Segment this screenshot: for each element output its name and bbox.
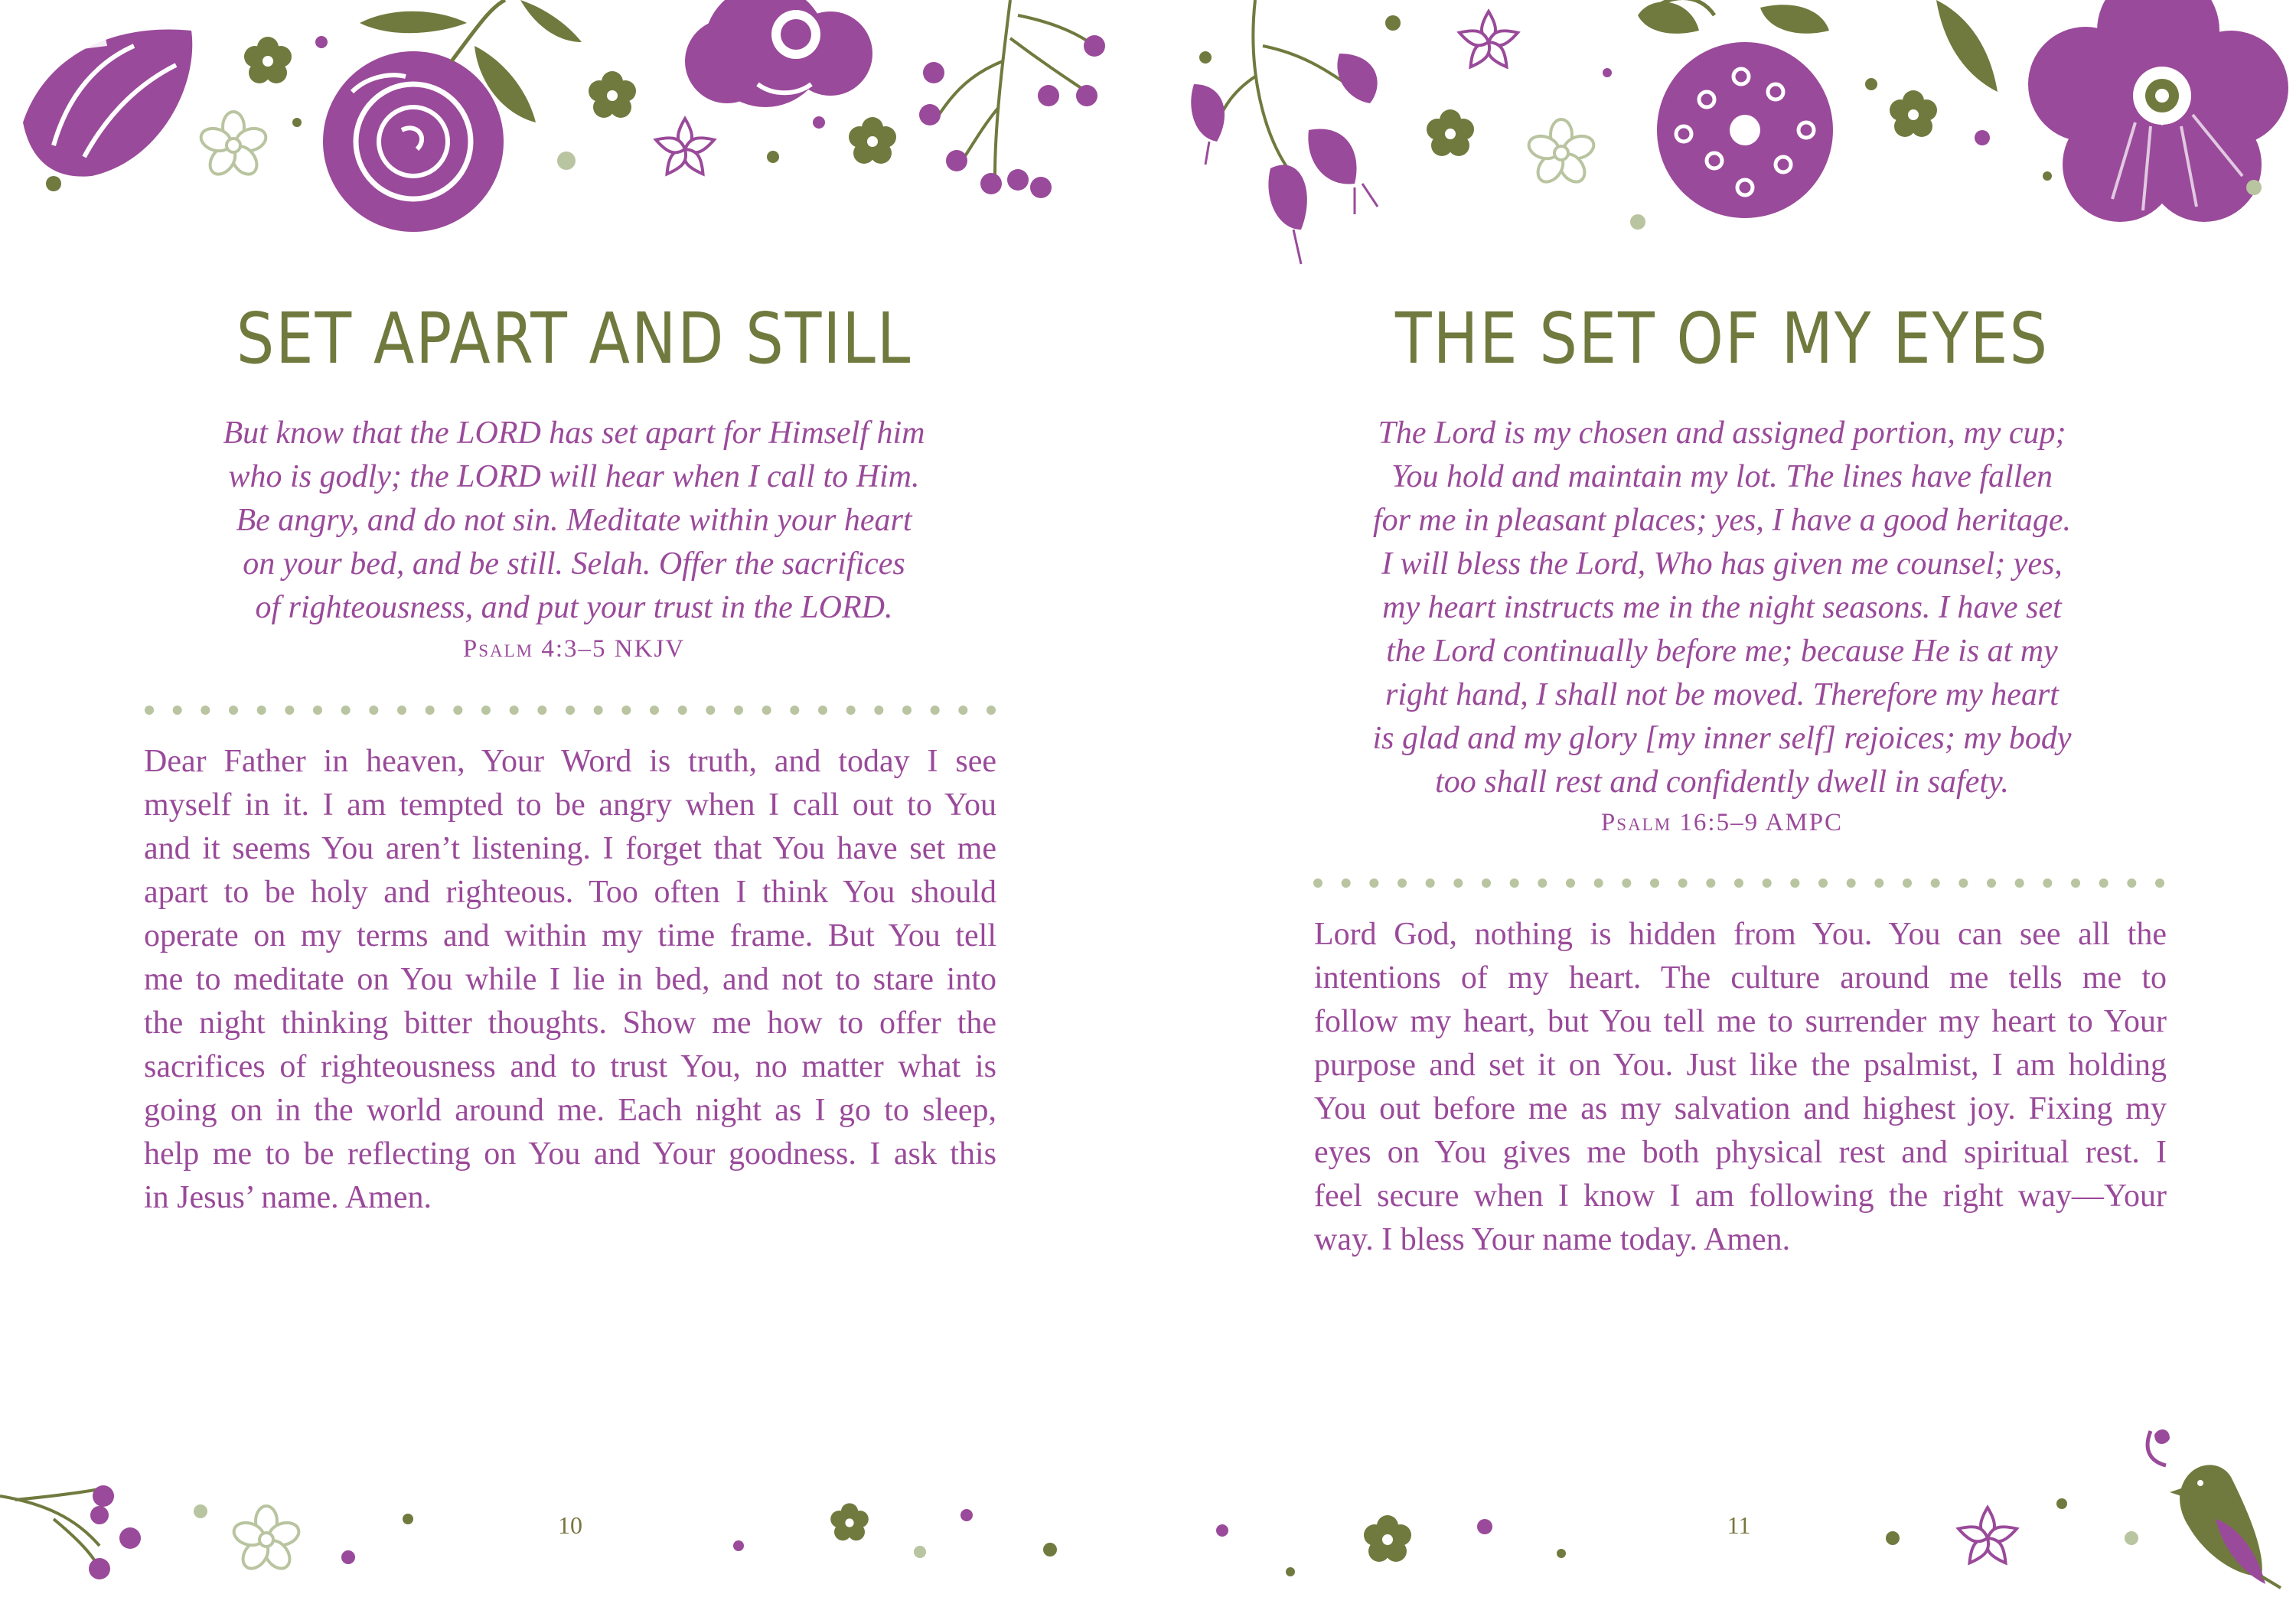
prayer-line: way. I bless Your name today. Amen. xyxy=(1314,1222,1791,1257)
verse-line: You hold and maintain my lot. The lines have fallen xyxy=(1391,459,2053,494)
verse-line: right hand, I shall not be moved. Therefore my heart xyxy=(1385,677,2059,712)
right-page xyxy=(1148,0,2296,1607)
verse-line: But know that the LORD has set apart for Himself him xyxy=(223,416,925,451)
verse-line: I will bless the Lord, Who has given me counsel; yes, xyxy=(1381,546,2063,582)
verse-line: of righteousness, and put your trust in the LORD. xyxy=(255,590,893,625)
verse-line: my heart instructs me in the night seasons. I have set xyxy=(1382,590,2062,625)
prayer-line: help me to be reflecting on You and Your goodness. I ask this xyxy=(144,1136,996,1172)
prayer-line: in Jesus’ name. Amen. xyxy=(144,1180,432,1215)
verse-line: too shall rest and confidently dwell in safety. xyxy=(1435,764,2009,800)
verse-line: who is godly; the LORD will hear when I call to Him. xyxy=(228,459,920,494)
prayer-line: going on in the world around me. Each night as I go to sleep, xyxy=(144,1093,996,1128)
page-number: 11 xyxy=(1727,1511,1751,1539)
prayer-line: and it seems You aren’t listening. I forget that You have set me xyxy=(144,831,996,866)
verse-line: for me in pleasant places; yes, I have a good heritage. xyxy=(1372,503,2072,538)
prayer-line: operate on my terms and within my time frame. But You tell xyxy=(144,918,996,953)
prayer-text xyxy=(144,740,996,1220)
prayer-line: feel secure when I know I am following the right way—Your xyxy=(1314,1178,2167,1214)
prayer-line: apart to be holy and righteous. Too often I think You should xyxy=(144,875,996,910)
devotion-title: SET APART AND STILL xyxy=(236,298,912,380)
prayer-text xyxy=(1314,913,2167,1262)
verse-line: The Lord is my chosen and assigned portion, my cup; xyxy=(1378,416,2066,451)
verse-line: is glad and my glory [my inner self] rejoices; my body xyxy=(1372,721,2072,756)
verse-line: the Lord continually before me; because He is at my xyxy=(1386,634,2058,669)
prayer-line: You out before me as my salvation and highest joy. Fixing my xyxy=(1314,1091,2167,1126)
devotion-title: THE SET OF MY EYES xyxy=(1394,298,2050,380)
prayer-line: sacrifices of righteousness and to trust You, no matter what is xyxy=(144,1049,996,1084)
prayer-line: myself in it. I am tempted to be angry when I call out to You xyxy=(144,787,996,823)
scripture-citation: Psalm 4:3–5 NKJV xyxy=(462,635,686,663)
prayer-line: eyes on You gives me both physical rest and spiritual rest. I xyxy=(1314,1135,2167,1170)
page-number: 10 xyxy=(558,1511,582,1539)
prayer-line: me to meditate on You while I lie in bed, and not to stare into xyxy=(144,962,996,997)
prayer-line: Lord God, nothing is hidden from You. You can see all the xyxy=(1314,917,2167,952)
prayer-line: Dear Father in heaven, Your Word is truth, and today I see xyxy=(144,744,996,779)
prayer-line: intentions of my heart. The culture around me tells me to xyxy=(1314,960,2167,996)
prayer-line: purpose and set it on You. Just like the psalmist, I am holding xyxy=(1314,1048,2167,1083)
verse-line: on your bed, and be still. Selah. Offer the sacrifices xyxy=(243,546,905,582)
scripture-verse xyxy=(1148,412,2296,804)
prayer-line: follow my heart, but You tell me to surrender my heart to Your xyxy=(1314,1004,2167,1039)
prayer-line: the night thinking bitter thoughts. Show me how to offer the xyxy=(144,1006,996,1041)
scripture-citation: Psalm 16:5–9 AMPC xyxy=(1600,809,1844,836)
verse-line: Be angry, and do not sin. Meditate within your heart xyxy=(236,503,912,538)
scripture-verse xyxy=(0,412,1148,630)
